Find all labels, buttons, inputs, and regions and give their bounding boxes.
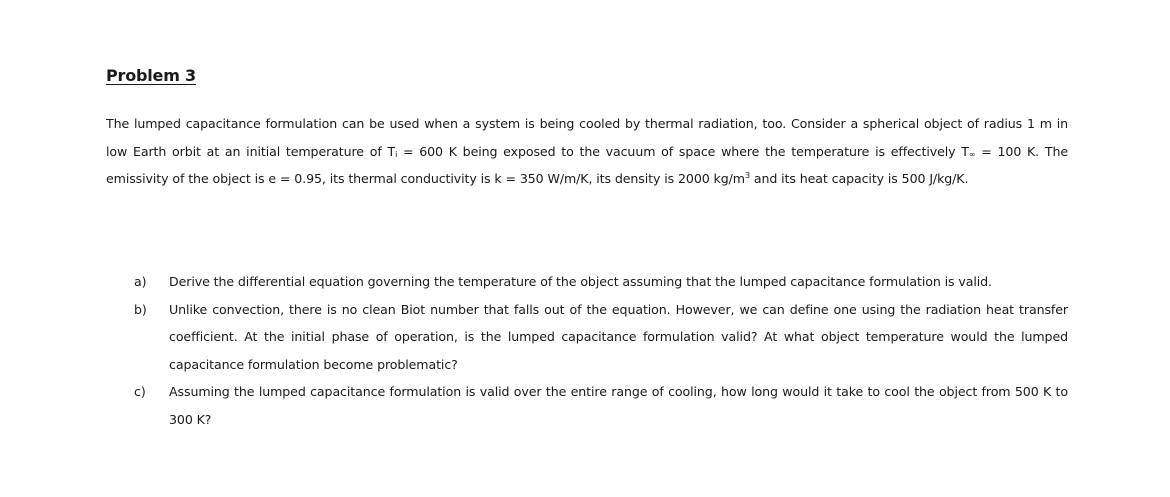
statement-text-3: = 100 K. The emissivity of the object is e = 0.95, its thermal conductivity is k = 350 W/m/K, its density is 2000 kg/m xyxy=(106,143,1068,186)
question-text: Assuming the lumped capacitance formulation is valid over the entire range of cooling, how long would it take to cool the object from 500 K to 300 K? xyxy=(169,384,1068,427)
question-marker: c) xyxy=(134,384,146,399)
subscript-infinity: ∞ xyxy=(968,149,976,159)
question-b xyxy=(134,296,1068,379)
superscript-3: 3 xyxy=(744,171,750,180)
subscript-i: i xyxy=(395,149,398,159)
question-text: Unlike convection, there is no clean Biot number that falls out of the equation. However, we can define one using the radiation heat transfer coefficient. At the initial phase of operation, is the lumped capacitance formulation valid? At what object temperature would the lumped capacitance formulation become problematic? xyxy=(169,301,1068,372)
statement-text-2: = 600 K being exposed to the vacuum of space where the temperature is effectively T xyxy=(397,143,969,159)
problem-statement xyxy=(106,110,1068,193)
question-text: Derive the differential equation governing the temperature of the object assuming that the lumped capacitance formulation is valid. xyxy=(169,274,992,289)
problem-title: Problem 3 xyxy=(106,66,196,85)
question-marker: b) xyxy=(134,301,147,317)
question-marker: a) xyxy=(134,274,147,289)
question-list xyxy=(134,268,1068,433)
question-c xyxy=(134,378,1068,433)
question-a xyxy=(134,268,1068,296)
statement-text-4: and its heat capacity is 500 J/kg/K. xyxy=(749,171,969,186)
statement-text-1: The lumped capacitance formulation can be used when a system is being cooled by thermal radiation, too. Consider a spherical object of radius 1 m in low Earth orbit at an initial temperature of T xyxy=(106,116,1068,159)
